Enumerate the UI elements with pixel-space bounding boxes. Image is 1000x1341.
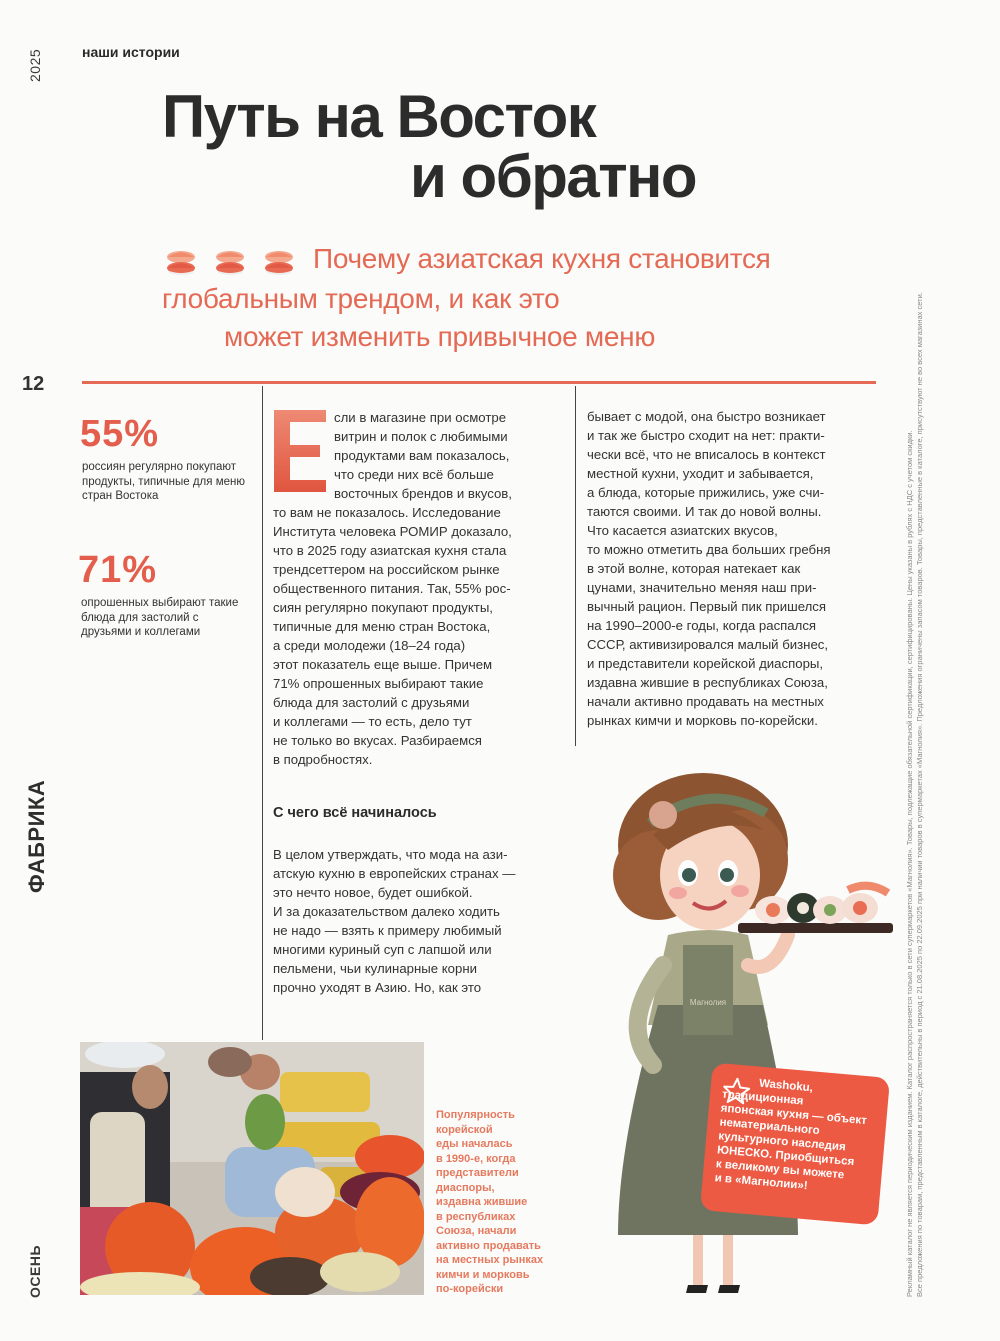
sushi-icon	[214, 246, 246, 276]
disclaimer-line: Все предложения по товарам, представленным в каталоге, действительны в период с 21.08.2025 по 22.09.2025 при наличии товаров в супермаркетах «Магнолия». Предложения ограничены запасом товаров. Товары, представленные в каталоге, присутствуют не во всех магазинах сети.	[915, 292, 924, 1297]
article-paragraph: бывает с модой, она быстро возникает и так же быстро сходит на нет: практи- чески всё, что не вписалось в контекст местной кухни, уходит и забывается, а блюда, которые прижились, уже счи- таются своими. И так до новой волны.	[587, 409, 826, 519]
season-label: ОСЕНЬ	[27, 1244, 43, 1298]
page-title-line-1: Путь на Восток	[162, 83, 596, 150]
stat-description: опрошенных выбирают такие блюда для застолий с друзьями и коллегами	[81, 597, 239, 638]
market-photo	[80, 1042, 424, 1295]
magazine-name: ФАБРИКА	[24, 779, 49, 893]
callout-text: Washoku, традиционная японская кухня — объект нематериального культурного наследия ЮНЕСКО. Приобщиться к великому вы можете и в «Магнолии»!	[714, 1077, 868, 1193]
section-tag: наши истории	[82, 44, 180, 60]
subtitle-line-2: глобальным трендом, и как это	[162, 283, 560, 314]
unesco-callout	[700, 1063, 890, 1226]
column-divider	[262, 386, 263, 1040]
article-lead: сли в магазине при осмотре витрин и полок с любимыми продуктами вам показалось, что среди них всё больше восточных брендов и вкусов,	[334, 410, 512, 501]
photo-caption: Популярность корейской еды началась в 1990-е, когда представители диаспоры, издавна жившие в республиках Союза, начали активно продавать на местных рынках кимчи и морковь по-корейски	[436, 1109, 544, 1295]
stat-value: 71%	[78, 549, 158, 591]
sushi-icon	[165, 246, 197, 276]
disclaimer-line: Рекламный каталог не является периодическим изданием. Каталог распространяется только в сети супермаркетов «Магнолия». Товары, подлежащие обязательной сертификации, сертифицированы. Цены указаны в рублях с НДС с учетом скидки.	[905, 430, 914, 1297]
legal-disclaimer	[905, 97, 925, 1297]
apron-logo-text: Магнолия	[689, 998, 727, 1007]
stat-description: россиян регулярно покупают продукты, типичные для меню стран Востока	[82, 461, 245, 502]
sushi-icon	[263, 246, 295, 276]
page-title-line-2: и обратно	[410, 143, 697, 210]
stat-value: 55%	[80, 413, 160, 455]
section-heading: С чего всё начиналось	[273, 805, 437, 821]
subtitle-line-1: Почему азиатская кухня становится	[313, 243, 771, 274]
article-paragraph: В целом утверждать, что мода на ази- атскую кухню в европейских странах — это нечто новое, будет ошибкой. И за доказательством далеко ходить не надо — взять к примеру любимый многими куриный суп с лапшой или пельмени, чьи кулинарные корни прочно уходят в Азию. Но, как это	[273, 847, 516, 995]
article-paragraph: то вам не показалось. Исследование Института человека РОМИР доказало, что в 2025 году азиатская кухня стала трендсеттером на российском рынке общественного питания. Так, 55% рос- сиян регулярно покупают продукты, типичные для меню стран Востока, а среди молодежи (18–24 года) этот показатель еще выше. Причем 71% опрошенных выбирают такие блюда для застолий с друзьями и коллегами — то есть, дело тут не только во вкусах. Разбираемся в подробностях.	[273, 505, 512, 767]
year-label: 2025	[27, 48, 43, 82]
subtitle-line-3: может изменить привычное меню	[224, 321, 656, 352]
article-paragraph: Что касается азиатских вкусов, то можно отметить два больших гребня в этой волне, которая натекает как цунами, значительно меняя наш при- вычный рацион. Первый пик пришелся на 1990–2000-е годы, когда распался СССР, активизировался малый бизнес, и представители корейской диаспоры, издавна жившие в республиках Союза, начали активно продавать на местных рынках кимчи и морковь по-корейски.	[587, 523, 831, 728]
page-number: 12	[22, 373, 45, 395]
column-divider	[575, 386, 576, 746]
header-divider	[82, 381, 876, 384]
drop-cap-letter	[272, 408, 328, 494]
